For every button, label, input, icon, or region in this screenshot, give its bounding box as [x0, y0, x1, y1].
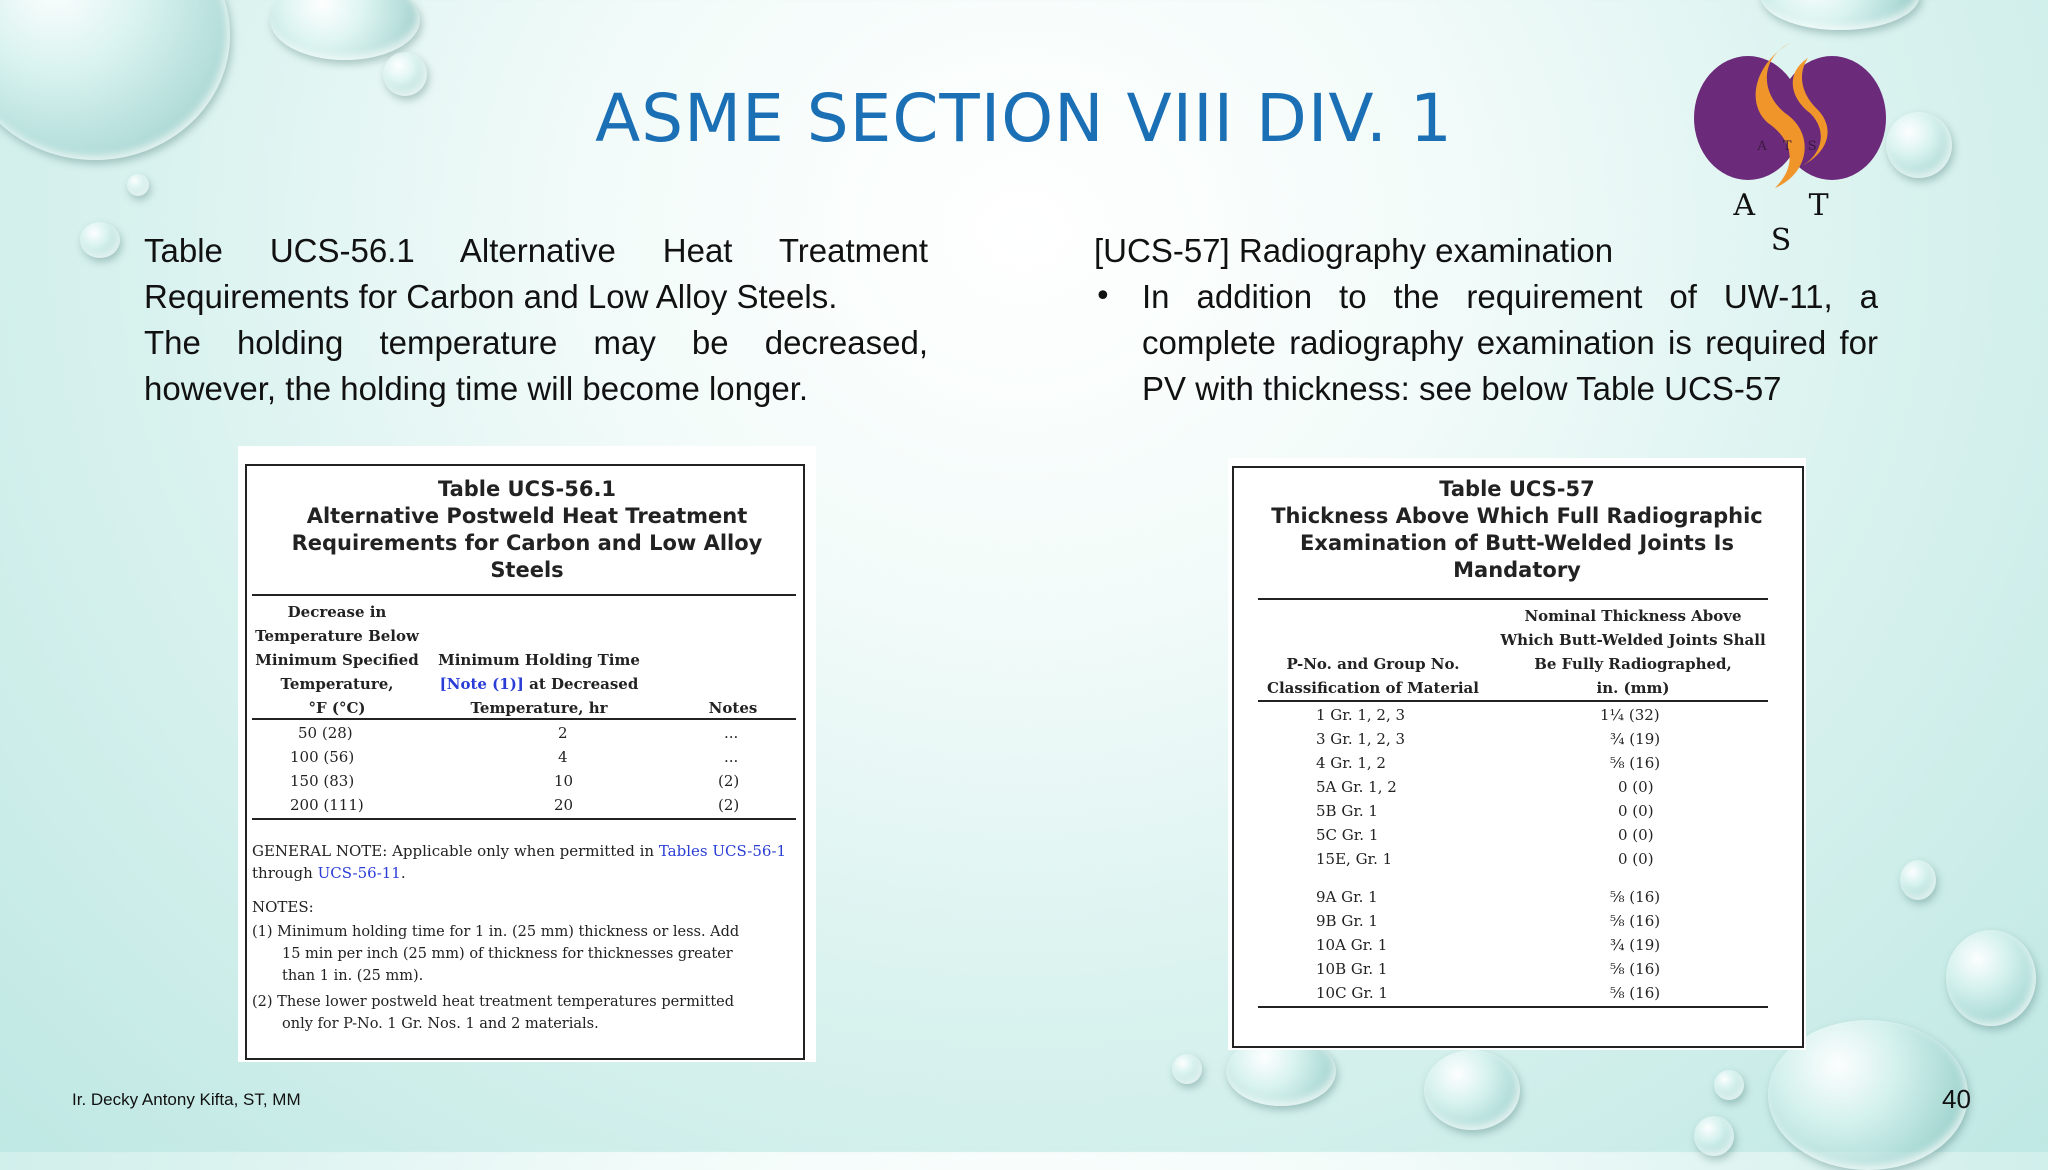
- table-cell: 0 (0): [1618, 802, 1654, 820]
- table1-title-line: Table UCS-56.1: [437, 477, 617, 501]
- general-note-text: Applicable only when permitted in: [387, 842, 659, 860]
- table-cell: 5C Gr. 1: [1316, 826, 1379, 844]
- table2-title: [1228, 476, 1806, 584]
- table-cell: 5B Gr. 1: [1316, 802, 1378, 820]
- table-cell: ⅝ (16): [1610, 888, 1661, 906]
- table1-col1-header: [252, 600, 422, 720]
- water-drop-decoration: [127, 174, 149, 196]
- note-2-link[interactable]: (2): [718, 796, 740, 814]
- table1-title-line: Alternative Postweld Heat Treatment: [306, 504, 748, 528]
- table-cell: 10A Gr. 1: [1316, 936, 1388, 954]
- water-drop-decoration: [1424, 1050, 1520, 1130]
- logo-inner-text: A T S: [1757, 139, 1823, 154]
- note-1-text: (1) Minimum holding time for 1 in. (25 mm) thickness or less. Add: [252, 924, 740, 940]
- note-2-text: (2) These lower postweld heat treatment temperatures permitted: [252, 994, 735, 1010]
- table-cell: 0 (0): [1618, 850, 1654, 868]
- table-rule: [252, 818, 796, 820]
- table-cell: ...: [724, 724, 739, 742]
- slide-title: ASME SECTION VIII DIV. 1: [595, 80, 1453, 157]
- table-cell: 100 (56): [290, 748, 355, 766]
- left-paragraph-2: The holding temperature may be decreased, however, the holding time will become longer.: [144, 324, 928, 407]
- water-drop-decoration: [1714, 1070, 1744, 1100]
- table-cell: 0 (0): [1618, 778, 1654, 796]
- note-1-link[interactable]: [Note (1)]: [439, 675, 524, 693]
- bullet-icon: •: [1094, 279, 1112, 314]
- table-rule: [252, 718, 796, 720]
- table-cell: 150 (83): [290, 772, 355, 790]
- left-paragraph-1: Table UCS-56.1 Alternative Heat Treatment Requirements for Carbon and Low Alloy Steels.: [144, 232, 928, 315]
- table2-title-line: Thickness Above Which Full Radiographic: [1271, 504, 1763, 528]
- table-cell: 50 (28): [298, 724, 353, 742]
- table-cell: ¾ (19): [1610, 936, 1661, 954]
- general-note-label: GENERAL NOTE:: [252, 842, 388, 860]
- note-2-text: only for P-No. 1 Gr. Nos. 1 and 2 materials.: [282, 1016, 599, 1032]
- table-cell: ¾ (19): [1610, 730, 1661, 748]
- table-rule: [1258, 1006, 1768, 1008]
- table1-title: [238, 476, 816, 584]
- header-line: Decrease in: [287, 603, 387, 621]
- table-cell: 1¼ (32): [1600, 706, 1660, 724]
- table-rule: [1258, 598, 1768, 600]
- water-drop-decoration: [1760, 0, 1920, 30]
- note-1-text: than 1 in. (25 mm).: [282, 968, 424, 984]
- header-line: Temperature,: [280, 675, 394, 693]
- page-number: 40: [1942, 1084, 1971, 1114]
- header-line: Which Butt-Welded Joints Shall: [1500, 631, 1766, 649]
- table2-title-line: Table UCS-57: [1439, 477, 1595, 501]
- left-text-block: [144, 228, 928, 412]
- header-line: [434, 672, 644, 696]
- header-line: Minimum Specified: [255, 651, 419, 669]
- table-cell: 20: [554, 796, 574, 814]
- water-drop-decoration: [1900, 860, 1936, 900]
- header-line: °F (°C): [308, 699, 366, 717]
- tables-link[interactable]: UCS-56-11: [317, 864, 401, 882]
- table-cell: 5A Gr. 1, 2: [1316, 778, 1397, 796]
- table-rule: [252, 594, 796, 596]
- table-cell: 10C Gr. 1: [1316, 984, 1388, 1002]
- right-heading: [UCS-57] Radiography examination: [1094, 232, 1614, 269]
- general-note-text: through: [252, 864, 318, 882]
- table-cell: 4 Gr. 1, 2: [1316, 754, 1386, 772]
- general-note-text: .: [400, 864, 406, 882]
- water-drop-decoration: [1172, 1054, 1202, 1084]
- table-cell: 2: [558, 724, 568, 742]
- table-cell: 200 (111): [290, 796, 364, 814]
- table-cell: ⅝ (16): [1610, 960, 1661, 978]
- table1-title-line: Steels: [490, 558, 564, 582]
- tables-link[interactable]: Tables UCS-56-1: [658, 842, 787, 860]
- water-drop-decoration: [1946, 930, 2036, 1026]
- table-cell: 4: [558, 748, 568, 766]
- right-bullet-text: In addition to the requirement of UW-11, a complete radiography examination is required for PV with thickness: see below Table UCS-57: [1142, 278, 1878, 407]
- water-drop-decoration: [1694, 1116, 1734, 1156]
- table-cell: ⅝ (16): [1610, 912, 1661, 930]
- logo-text: A T S: [1733, 188, 1851, 258]
- table-cell: 10B Gr. 1: [1316, 960, 1388, 978]
- table-cell: 1 Gr. 1, 2, 3: [1316, 706, 1406, 724]
- table-rule: [1258, 700, 1768, 702]
- table1-col2-header: [434, 648, 644, 720]
- table2-title-line: Mandatory: [1453, 558, 1581, 582]
- table2-col1-header: [1258, 652, 1488, 700]
- header-line: Temperature Below: [255, 627, 419, 645]
- table-cell: ⅝ (16): [1610, 984, 1661, 1002]
- table1-title-line: Requirements for Carbon and Low Alloy: [291, 531, 763, 555]
- general-note: [252, 840, 798, 884]
- header-line: P-No. and Group No.: [1286, 655, 1460, 673]
- table-cell: ⅝ (16): [1610, 754, 1661, 772]
- table-cell: 10: [554, 772, 574, 790]
- table1-col3-header: Notes: [708, 699, 758, 717]
- header-line: Minimum Holding Time: [438, 651, 640, 669]
- header-line: in. (mm): [1596, 679, 1670, 697]
- table-cell: ...: [724, 748, 739, 766]
- table-cell: 3 Gr. 1, 2, 3: [1316, 730, 1406, 748]
- table-cell: 0 (0): [1618, 826, 1654, 844]
- table-cell: 15E, Gr. 1: [1316, 850, 1393, 868]
- footer-author: Ir. Decky Antony Kifta, ST, MM: [72, 1090, 301, 1109]
- water-drop-decoration: [80, 222, 120, 258]
- table-cell: 9A Gr. 1: [1316, 888, 1378, 906]
- table2-title-line: Examination of Butt-Welded Joints Is: [1300, 531, 1734, 555]
- header-line: Classification of Material: [1267, 679, 1479, 697]
- notes-label: NOTES:: [252, 898, 314, 916]
- header-text: at Decreased: [523, 675, 639, 693]
- water-drop-decoration: [270, 0, 420, 60]
- note-1-text: 15 min per inch (25 mm) of thickness for thicknesses greater: [282, 946, 733, 962]
- table-ucs-56-1-image: [238, 446, 816, 1062]
- header-line: Be Fully Radiographed,: [1534, 655, 1732, 673]
- table2-col2-header: [1498, 604, 1768, 700]
- header-line: Temperature, hr: [470, 699, 608, 717]
- header-line: Nominal Thickness Above: [1524, 607, 1742, 625]
- table-ucs-57-image: [1228, 458, 1806, 1050]
- note-2-link[interactable]: (2): [718, 772, 740, 790]
- table-cell: 9B Gr. 1: [1316, 912, 1378, 930]
